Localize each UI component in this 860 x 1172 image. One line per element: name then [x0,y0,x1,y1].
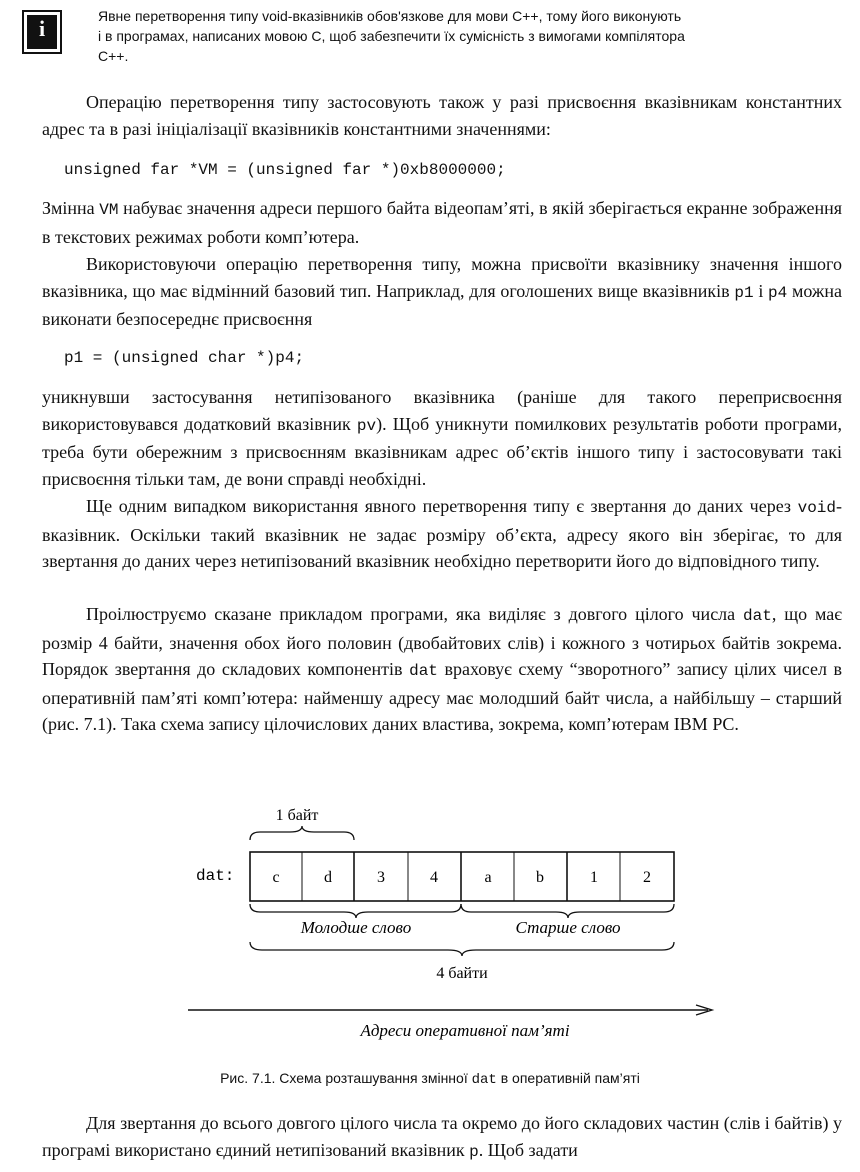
paragraph-pointer-usage: Для звертання до всього довгого цілого числа та окремо до його складових частин (слів і байтів) у програмі використано єдиний нетипізований вказівник p. Щоб задати [42,1113,842,1161]
byte-cell: 4 [430,869,438,886]
paragraph-untyped-pointer: уникнувши застосування нетипізованого вказівника (раніше для такого переприсвоєння використовувався додатковий вказівник pv). Щоб уникнути помилкових результатів роботи програми, треба бути обережним з присвоєнням вказівникам адрес об’єктів іншого типу і застосовувати такі присвоєння тільки там, де вони справді необхідні. [42,387,842,489]
high-word-brace [461,904,674,918]
one-byte-brace [250,826,354,840]
high-word-label: Старше слово [515,918,621,937]
address-arrow-label: Адреси оперативної пам’яті [360,1021,570,1040]
dat-variable-label: dat: [196,867,235,885]
byte-cell: d [324,869,332,886]
paragraph-example-program: Проілюструємо сказане прикладом програми, яка виділяє з довгого цілого числа dat, що має розмір 4 байти, значення обох його половин (двобайтових слів) і кожного з чотирьох байтів зокрема. Порядок звертання до складових компонентів dat враховує схему “зворотного” запису цілих чисел в оперативній пам’яті комп’ютера: найменшу адресу має молодший байт числа, а найбільшу – старший (рис. 7.1). Така схема запису цілочислових даних властива, зокрема, комп’ютерам IBM PC. [42,604,842,734]
paragraph-pointer-assignment: Використовуючи операцію перетворення типу, можна присвоїти вказівнику значення іншого вказівника, що має відмінний базовий тип. Наприклад, для оголошених вище вказівників p1 і p4 можна виконати безпосереднє присвоєння [42,254,842,329]
byte-cell: 1 [590,869,598,886]
byte-cell: b [536,869,544,886]
note-text [98,6,846,66]
byte-cell: a [484,869,492,886]
low-word-brace [250,904,461,918]
info-icon: i [22,10,62,54]
note-line: Явне перетворення типу void-вказівників обов'язкове для мови C++, тому його виконують [98,8,682,24]
low-word-label: Молодше слово [300,918,412,937]
byte-cell: 2 [643,869,651,886]
four-bytes-label: 4 байти [436,965,488,982]
code-vm-declaration: unsigned far *VM = (unsigned far *)0xb8000000; [64,161,506,179]
one-byte-label: 1 байт [275,807,319,824]
paragraph-cast-constants: Операцію перетворення типу застосовують також у разі присвоєння вказівникам константних адрес та в разі ініціалізації вказівників константними значеннями: [42,92,842,139]
paragraph-vm-description: Змінна VM набуває значення адреси першого байта відеопам’яті, в якій зберігається екранне зображення в текстових режимах роботи комп’ютера. [42,198,842,247]
figure-caption: Рис. 7.1. Схема розташування змінної dat в оперативній пам’яті [220,1070,640,1088]
byte-cell: c [272,869,280,886]
memory-layout-diagram [0,790,860,1070]
four-bytes-brace [250,942,674,956]
note-line: і в програмах, написаних мовою С, щоб забезпечити їх сумісність з вимогами компілятора [98,28,685,44]
memory-layout-figure [0,790,860,1080]
paragraph-void-pointer: Ще одним випадком використання явного перетворення типу є звертання до даних через void-вказівник. Оскільки такий вказівник не задає розміру об’єкта, адресу якого він зберігає, то для звертання до даних через нетипізований вказівник необхідно перетворити його до відповідного типу. [42,496,842,571]
memory-box [250,852,674,901]
code-p1-assignment: p1 = (unsigned char *)p4; [64,349,305,367]
byte-cell: 3 [377,869,385,886]
note-line: С++. [98,48,129,64]
